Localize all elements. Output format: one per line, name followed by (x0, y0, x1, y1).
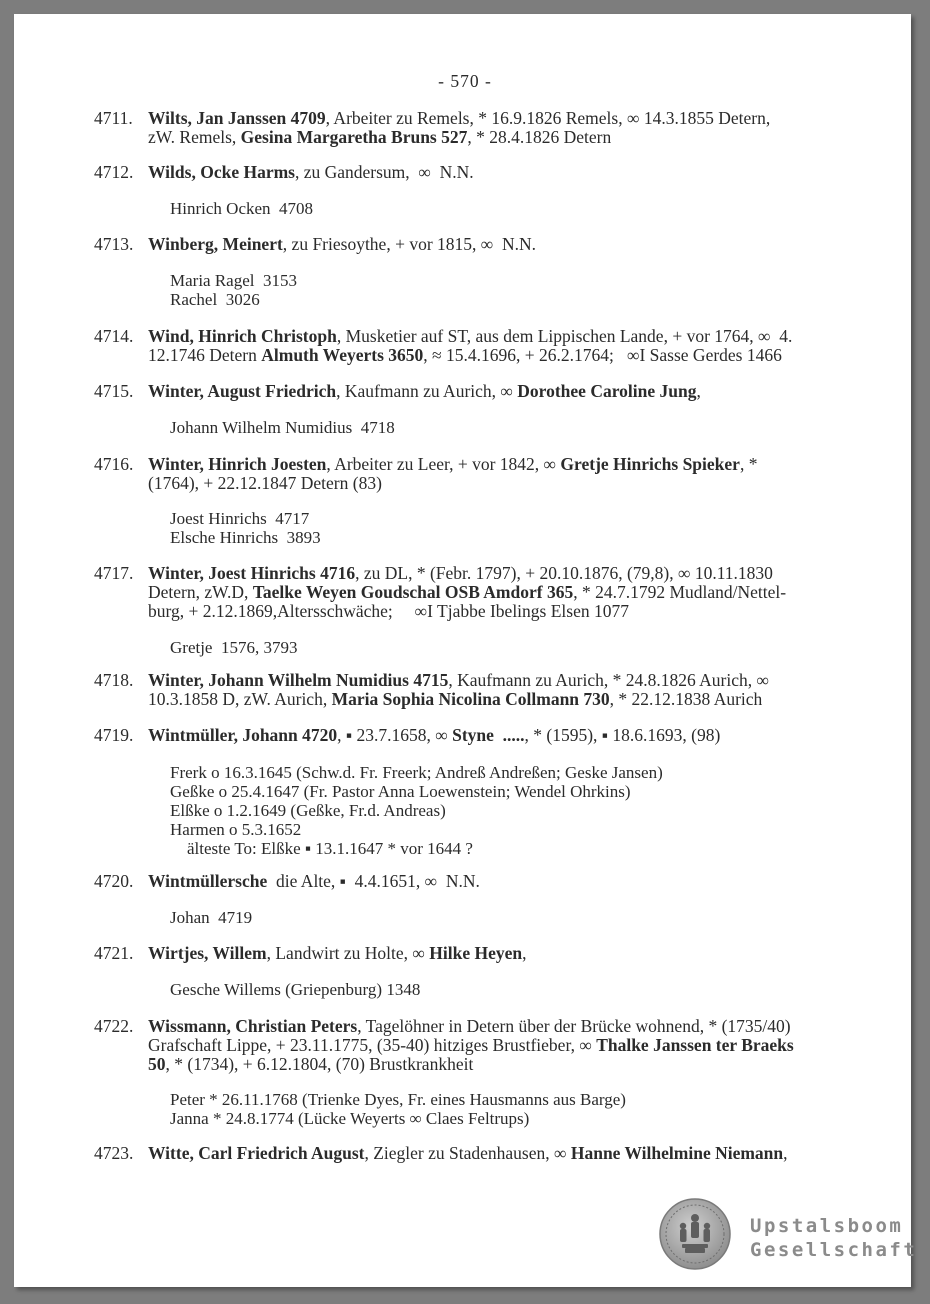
logo-text (750, 1214, 917, 1262)
child-item: Geßke o 25.4.1647 (Fr. Pastor Anna Loewenstein; Wendel Ohrkins) (170, 782, 631, 801)
entry-text (148, 564, 864, 621)
child-item: Elßke o 1.2.1649 (Geßke, Fr.d. Andreas) (170, 801, 446, 820)
entry-text (148, 944, 864, 963)
children-list (170, 418, 395, 437)
entry-line: Witte, Carl Friedrich August, Ziegler zu Stadenhausen, ∞ Hanne Wilhelmine Niemann, (148, 1143, 788, 1163)
entry-number: 4718. (94, 670, 134, 690)
entry-text (148, 455, 864, 493)
entry-text (148, 163, 864, 182)
child-item: Hinrich Ocken 4708 (170, 199, 314, 218)
children-list (170, 763, 663, 858)
entry-text (148, 1144, 864, 1163)
entry-line: Wilts, Jan Janssen 4709, Arbeiter zu Remels, * 16.9.1826 Remels, ∞ 14.3.1855 Detern, (148, 108, 771, 128)
logo-line: Gesellschaft (750, 1239, 918, 1261)
child-item: Maria Ragel 3153 (170, 271, 297, 290)
logo-line: Upstalsboom (750, 1215, 904, 1237)
entry-line: Grafschaft Lippe, + 23.11.1775, (35-40) hitziges Brustfieber, ∞ Thalke Janssen ter Braeks (148, 1035, 794, 1055)
seal-icon (658, 1196, 732, 1272)
children-list (170, 638, 297, 657)
entry-text (148, 1017, 864, 1074)
entry-text (148, 235, 864, 254)
entry-number: 4717. (94, 563, 134, 583)
entry-number: 4719. (94, 725, 134, 745)
child-item: Harmen o 5.3.1652 (170, 820, 302, 839)
child-item: Peter * 26.11.1768 (Trienke Dyes, Fr. eines Hausmanns aus Barge) (170, 1090, 626, 1109)
entry-line: Detern, zW.D, Taelke Weyen Goudschal OSB Amdorf 365, * 24.7.1792 Mudland/Nettel- (148, 582, 787, 602)
child-item: Janna * 24.8.1774 (Lücke Weyerts ∞ Claes Feltrups) (170, 1109, 530, 1128)
entry-line: 10.3.1858 D, zW. Aurich, Maria Sophia Nicolina Collmann 730, * 22.12.1838 Aurich (148, 689, 763, 709)
entry-line: burg, + 2.12.1869,Altersschwäche; ∞I Tjabbe Ibelings Elsen 1077 (148, 601, 629, 621)
entry-line: Wirtjes, Willem, Landwirt zu Holte, ∞ Hilke Heyen, (148, 943, 527, 963)
child-item: Rachel 3026 (170, 290, 260, 309)
child-item: Gretje 1576, 3793 (170, 638, 298, 657)
child-item: Johann Wilhelm Numidius 4718 (170, 418, 395, 437)
entry-text (148, 726, 864, 745)
entry-number: 4713. (94, 234, 134, 254)
entry-line: Winter, Joest Hinrichs 4716, zu DL, * (Febr. 1797), + 20.10.1876, (79,8), ∞ 10.11.1830 (148, 563, 773, 583)
entry-text (148, 872, 864, 891)
entry-number: 4721. (94, 943, 134, 963)
children-list (170, 1090, 626, 1128)
page-number: - 570 - (438, 71, 492, 91)
entry-line: zW. Remels, Gesina Margaretha Bruns 527, * 28.4.1826 Detern (148, 127, 612, 147)
children-list (170, 271, 297, 309)
child-item: Joest Hinrichs 4717 (170, 509, 310, 528)
upstalsboom-logo (658, 1196, 918, 1276)
entry-text (148, 382, 864, 401)
children-list (170, 509, 321, 547)
entry-line: Winter, Hinrich Joesten, Arbeiter zu Leer, + vor 1842, ∞ Gretje Hinrichs Spieker, * (148, 454, 758, 474)
entry-line: 12.1746 Detern Almuth Weyerts 3650, ≈ 15.4.1696, + 26.2.1764; ∞I Sasse Gerdes 1466 (148, 345, 782, 365)
entry-number: 4722. (94, 1016, 134, 1036)
entry-line: Winter, Johann Wilhelm Numidius 4715, Kaufmann zu Aurich, * 24.8.1826 Aurich, ∞ (148, 670, 769, 690)
child-item: Elsche Hinrichs 3893 (170, 528, 321, 547)
entry-line: Wintmüller, Johann 4720, ▪ 23.7.1658, ∞ Styne ....., * (1595), ▪ 18.6.1693, (98) (148, 725, 721, 745)
child-item: älteste To: Elßke ▪ 13.1.1647 * vor 1644 ? (187, 839, 473, 858)
entry-text (148, 671, 864, 709)
entry-line: (1764), + 22.12.1847 Detern (83) (148, 473, 382, 493)
children-list (170, 980, 420, 999)
entry-line: Wissmann, Christian Peters, Tagelöhner in Detern über der Brücke wohnend, * (1735/40) (148, 1016, 791, 1036)
child-item: Gesche Willems (Griepenburg) 1348 (170, 980, 421, 999)
entry-line: Wilds, Ocke Harms, zu Gandersum, ∞ N.N. (148, 162, 474, 182)
entry-text (148, 109, 864, 147)
entry-line: Wintmüllersche die Alte, ▪ 4.4.1651, ∞ N.N. (148, 871, 480, 891)
child-item: Johan 4719 (170, 908, 253, 927)
entry-line: Winberg, Meinert, zu Friesoythe, + vor 1815, ∞ N.N. (148, 234, 537, 254)
entry-number: 4714. (94, 326, 134, 346)
child-item: Frerk o 16.3.1645 (Schw.d. Fr. Freerk; Andreß Andreßen; Geske Jansen) (170, 763, 663, 782)
entry-number: 4715. (94, 381, 134, 401)
entry-line: Winter, August Friedrich, Kaufmann zu Aurich, ∞ Dorothee Caroline Jung, (148, 381, 701, 401)
entry-number: 4711. (94, 108, 133, 128)
entry-number: 4720. (94, 871, 134, 891)
entry-number: 4716. (94, 454, 134, 474)
entry-line: Wind, Hinrich Christoph, Musketier auf ST, aus dem Lippischen Lande, + vor 1764, ∞ 4. (148, 326, 793, 346)
entry-number: 4723. (94, 1143, 134, 1163)
entry-text (148, 327, 864, 365)
children-list (170, 908, 252, 927)
entry-line: 50, * (1734), + 6.12.1804, (70) Brustkrankheit (148, 1054, 474, 1074)
entry-number: 4712. (94, 162, 134, 182)
children-list (170, 199, 313, 218)
